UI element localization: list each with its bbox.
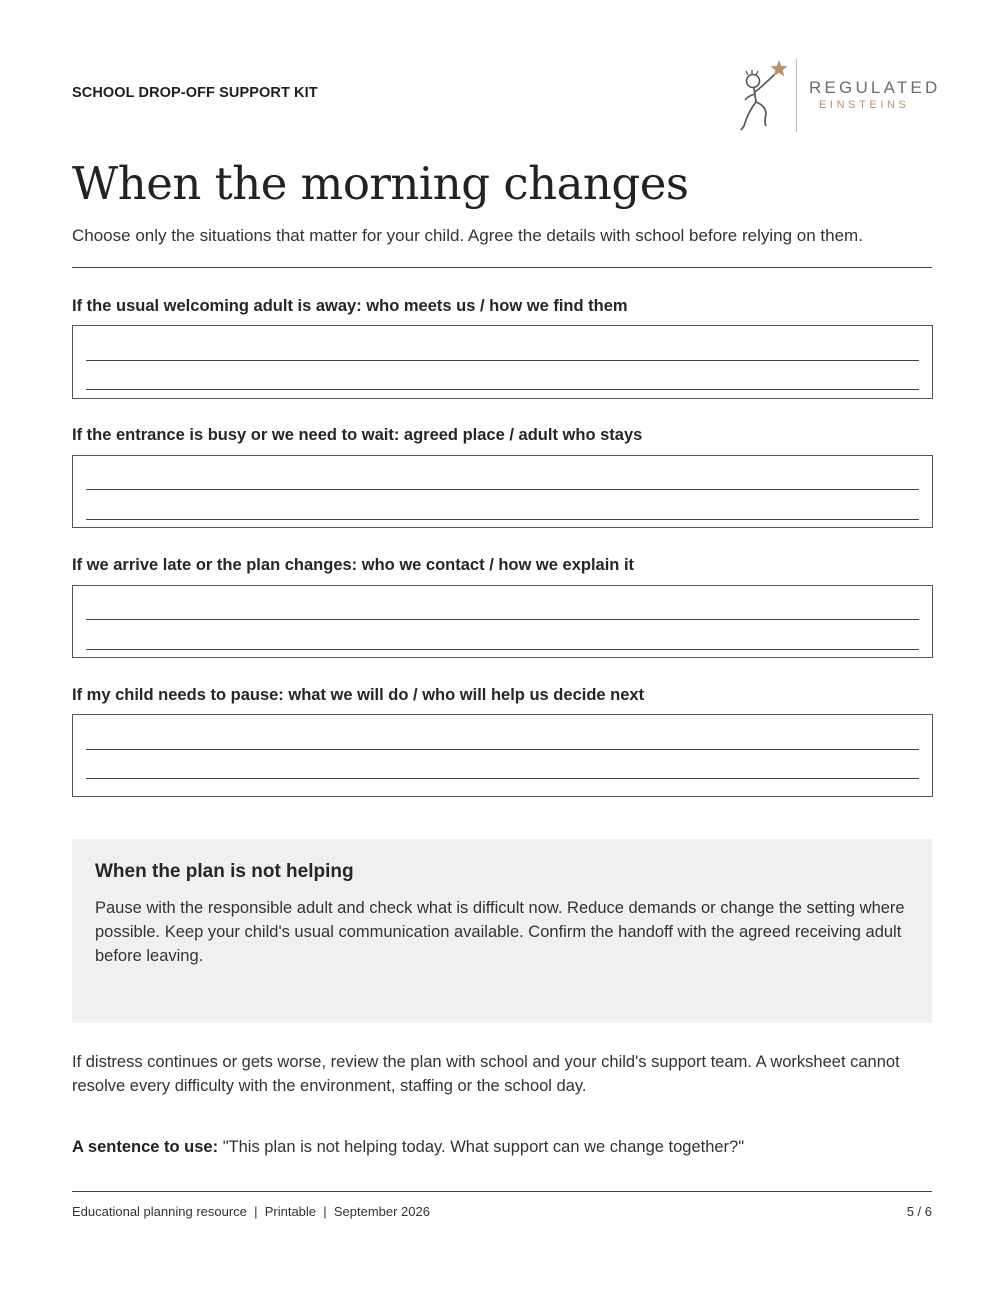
answer-box[interactable] (72, 714, 933, 797)
writing-line (86, 778, 919, 779)
callout-title: When the plan is not helping (95, 861, 354, 882)
note-paragraph: If distress continues or gets worse, review the plan with school and your child's support team. A worksheet cannot resolve every difficulty with the environment, staffing or the school day. (72, 1053, 900, 1095)
kit-title: SCHOOL DROP-OFF SUPPORT KIT (72, 85, 318, 101)
footer-divider (72, 1191, 932, 1192)
writing-line (86, 389, 919, 390)
writing-line (86, 619, 919, 620)
divider (72, 267, 932, 268)
writing-line (86, 649, 919, 650)
prompt-label: If my child needs to pause: what we will do / who will help us decide next (72, 686, 645, 704)
callout-panel (72, 839, 932, 1023)
logo-wordmark-primary: REGULATED (809, 78, 941, 97)
writing-line (86, 360, 919, 361)
sentence-to-use (72, 1138, 744, 1157)
sentence-quote: "This plan is not helping today. What support can we change together?" (222, 1138, 745, 1156)
writing-line (86, 489, 919, 490)
brand-logo (736, 56, 941, 136)
prompt-label: If the usual welcoming adult is away: who meets us / how we find them (72, 297, 628, 315)
answer-box[interactable] (72, 325, 933, 399)
prompt-label: If we arrive late or the plan changes: who we contact / how we explain it (72, 556, 635, 574)
writing-line (86, 519, 919, 520)
star-icon (771, 60, 788, 76)
intro-text: Choose only the situations that matter for your child. Agree the details with school before relying on them. (72, 226, 863, 245)
child-reaching-star-icon (736, 56, 792, 136)
callout-body: Pause with the responsible adult and check what is difficult now. Reduce demands or change the setting where possible. Keep your child's usual communication available. Confirm the handoff with the agreed receiving adult before leaving. (95, 899, 905, 965)
logo-divider (796, 58, 797, 132)
answer-box[interactable] (72, 585, 933, 658)
answer-box[interactable] (72, 455, 933, 528)
sentence-label: A sentence to use: (72, 1138, 219, 1156)
page-title: When the morning changes (72, 157, 689, 210)
logo-wordmark-secondary: EINSTEINS (819, 99, 910, 111)
writing-line (86, 749, 919, 750)
page-number: 5 / 6 (906, 1204, 932, 1219)
footer-info: Educational planning resource | Printable | September 2026 (72, 1204, 430, 1219)
prompt-label: If the entrance is busy or we need to wait: agreed place / adult who stays (72, 426, 643, 444)
